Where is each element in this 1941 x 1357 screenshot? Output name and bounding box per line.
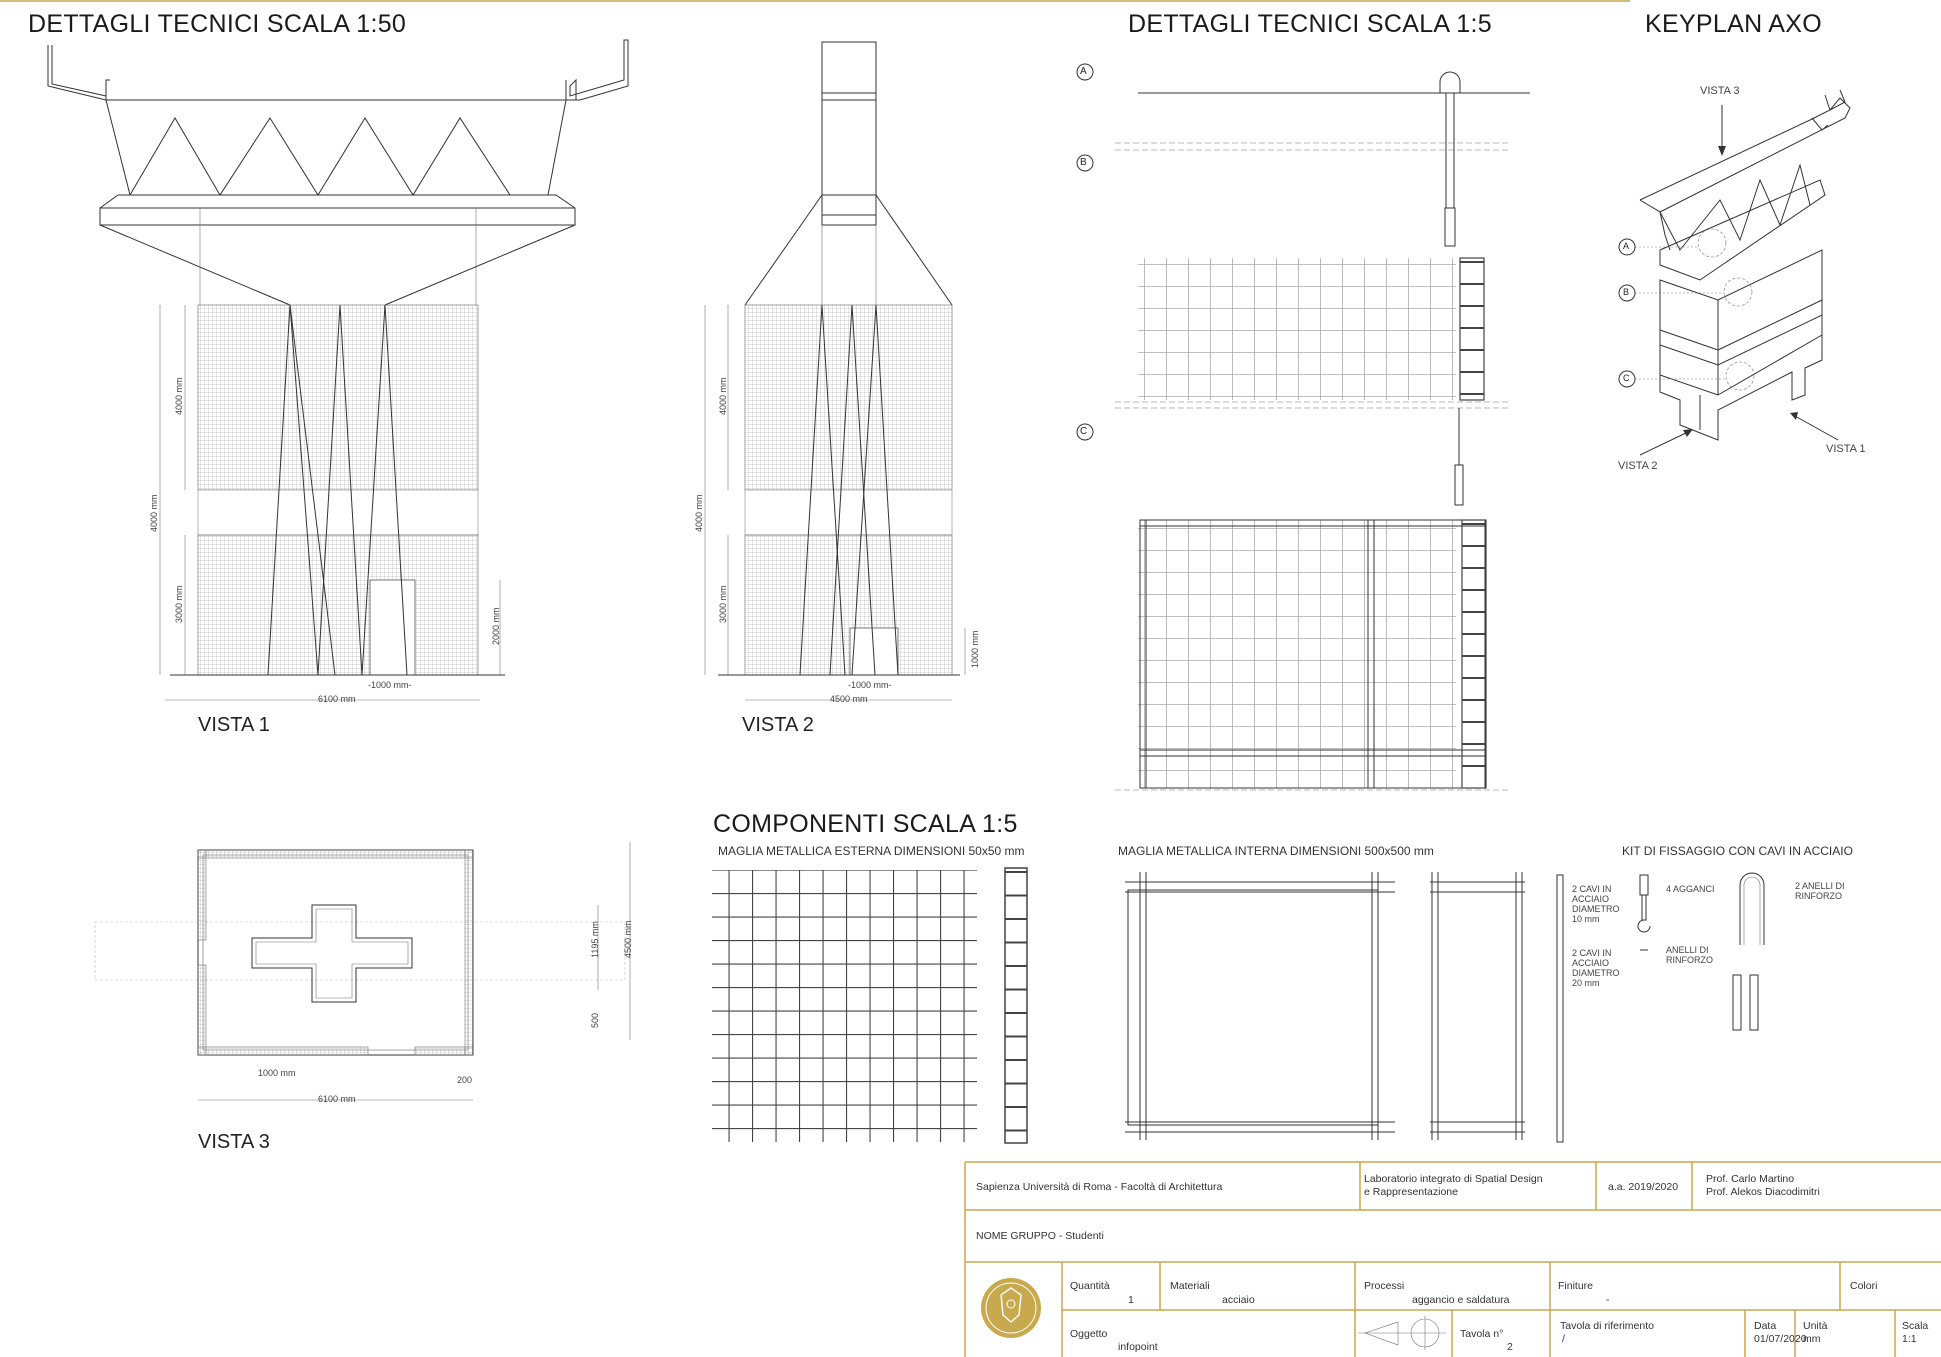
kit-hooks: 4 AGGANCI [1666, 884, 1715, 894]
v3-height3-dim: 500 [590, 1012, 600, 1028]
detail-marker-b: B [1080, 157, 1087, 168]
tb-materiali-label: Materiali [1170, 1280, 1210, 1292]
v3-height-dim: 4500 mm [623, 920, 633, 958]
keyplan-marker-a: A [1623, 241, 1630, 251]
mesh-ext-label: MAGLIA METALLICA ESTERNA DIMENSIONI 50x50 mm [718, 844, 1025, 858]
v3-width-dim: 6100 mm [318, 1094, 356, 1104]
mesh-int-label: MAGLIA METALLICA INTERNA DIMENSIONI 500x500 mm [1118, 844, 1434, 858]
v1-width-dim: 6100 mm [318, 694, 356, 704]
tb-data-label: Data [1754, 1320, 1777, 1332]
v1-door-height-dim: 2000 mm [491, 607, 501, 645]
tb-course-l1: Laboratorio integrato di Spatial Design [1364, 1173, 1543, 1185]
vista2-caption: VISTA 2 [742, 714, 814, 736]
vista3-drawing [95, 842, 630, 1100]
tb-unita-label: Unità [1803, 1320, 1828, 1332]
kit-label: KIT DI FISSAGGIO CON CAVI IN ACCIAIO [1622, 844, 1853, 858]
kit-cable20: 2 CAVI IN ACCIAIO DIAMETRO 20 mm [1572, 948, 1620, 988]
v2-width-dim: 4500 mm [830, 694, 868, 704]
detail-marker-a: A [1080, 66, 1087, 77]
tb-oggetto-label: Oggetto [1070, 1328, 1108, 1340]
university-seal [981, 1278, 1041, 1338]
tb-year: a.a. 2019/2020 [1608, 1181, 1679, 1193]
tb-university: Sapienza Università di Roma - Facoltà di Architettura [976, 1181, 1223, 1193]
v3-height2-dim: 1195 mm [590, 921, 600, 958]
v3-b-dim: 200 [457, 1075, 473, 1085]
tb-processi-value: aggancio e saldatura [1412, 1294, 1510, 1306]
v2-height-upper-dim: 4000 mm [718, 377, 728, 415]
tb-tavola-value: 2 [1507, 1341, 1513, 1353]
kit-rings2: 2 ANELLI DI RINFORZO [1795, 881, 1845, 901]
tb-prof2: Prof. Alekos Diacodimitri [1706, 1186, 1820, 1198]
tb-quantita-label: Quantità [1070, 1280, 1110, 1292]
keyplan-vista3-label: VISTA 3 [1700, 85, 1740, 97]
keyplan-drawing [1619, 90, 1850, 455]
tb-quantita-value: 1 [1128, 1294, 1134, 1306]
tb-scala-value: 1:1 [1902, 1333, 1917, 1345]
keyplan-vista2-label: VISTA 2 [1618, 460, 1658, 472]
keyplan-marker-b: B [1623, 287, 1630, 297]
tb-tavola-label: Tavola n° [1460, 1328, 1504, 1340]
vista3-caption: VISTA 3 [198, 1131, 270, 1153]
v1-height-total-dim: 4000 mm [149, 494, 159, 532]
tb-prof1: Prof. Carlo Martino [1706, 1173, 1795, 1185]
tb-oggetto-value: infopoint [1118, 1341, 1158, 1353]
tb-tavrif-label: Tavola di riferimento [1560, 1320, 1654, 1332]
detail-marker-c: C [1080, 426, 1088, 437]
heading-components: COMPONENTI SCALA 1:5 [713, 810, 1018, 838]
v2-height-lower-dim: 3000 mm [718, 585, 728, 623]
details-drawing [1077, 64, 1530, 790]
tb-course-l2: e Rappresentazione [1364, 1186, 1458, 1198]
tb-unita-value: mm [1803, 1333, 1821, 1345]
tb-tavrif-value: / [1562, 1333, 1565, 1345]
heading-keyplan: KEYPLAN AXO [1645, 10, 1822, 38]
vista2-drawing [705, 42, 965, 700]
tb-colori-label: Colori [1850, 1280, 1878, 1292]
kit-cable10: 2 CAVI IN ACCIAIO DIAMETRO 10 mm [1572, 884, 1620, 924]
vista1-caption: VISTA 1 [198, 714, 270, 736]
vista1-drawing [48, 40, 628, 700]
kit-rings: ANELLI DI RINFORZO [1666, 945, 1713, 965]
keyplan-vista1-label: VISTA 1 [1826, 443, 1866, 455]
tb-data-value: 01/07/2020 [1754, 1333, 1807, 1345]
tb-materiali-value: acciaio [1222, 1294, 1255, 1306]
tb-processi-label: Processi [1364, 1280, 1405, 1292]
v3-a-dim: 1000 mm [258, 1068, 296, 1078]
keyplan-marker-c: C [1623, 373, 1630, 383]
v2-door-height-dim: 1000 mm [970, 630, 980, 668]
v2-height-total-dim: 4000 mm [694, 494, 704, 532]
heading-details-5: DETTAGLI TECNICI SCALA 1:5 [1128, 10, 1492, 38]
tb-finiture-value: - [1606, 1294, 1610, 1306]
v1-door-dim: -1000 mm- [368, 680, 412, 690]
tb-group: NOME GRUPPO - Studenti [976, 1230, 1104, 1242]
tb-finiture-label: Finiture [1558, 1280, 1594, 1292]
tb-scala-label: Scala [1902, 1320, 1929, 1332]
heading-details-50: DETTAGLI TECNICI SCALA 1:50 [28, 10, 407, 38]
v2-door-dim: -1000 mm- [848, 680, 892, 690]
v1-height-lower-dim: 3000 mm [174, 585, 184, 623]
v1-height-upper-dim: 4000 mm [174, 377, 184, 415]
